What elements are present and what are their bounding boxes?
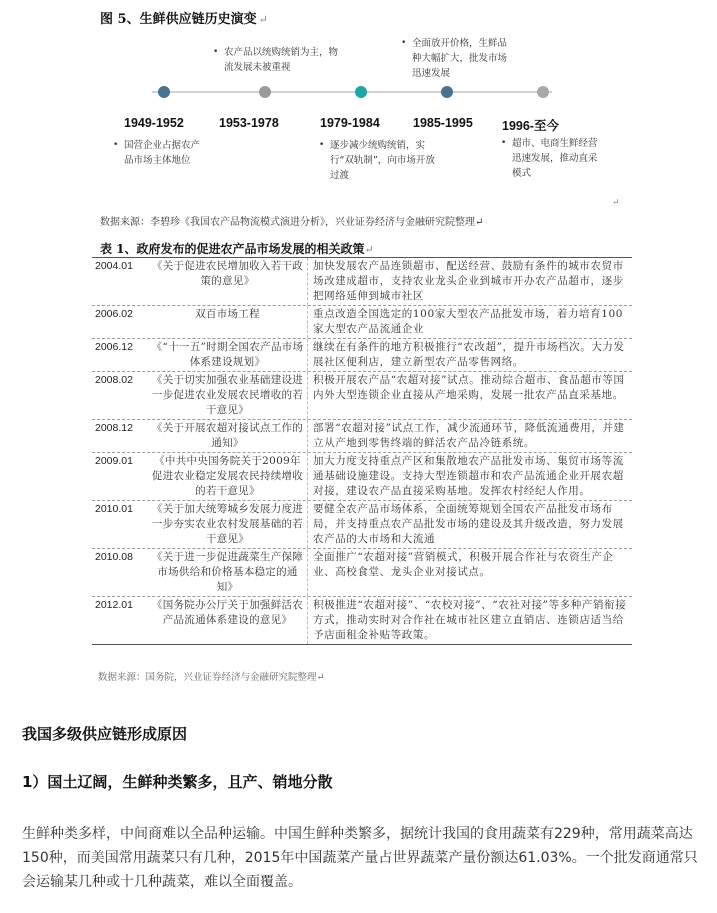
figure-title-text: 图 5、生鲜供应链历史演变: [100, 12, 257, 27]
timeline-dot-1996: [537, 86, 549, 98]
table-row: [92, 339, 632, 372]
article-paragraph: 生鲜种类多样，中间商难以全品种运输。中国生鲜种类繁多，据统计我国的食用蔬菜有229种，常用蔬菜高达150种，而美国常用蔬菜只有几种，2015年中国蔬菜产量占世界蔬菜产量份额达61.03%。一个批发商通常只会运输某几种或十几种蔬菜，难以全面覆盖。: [22, 826, 698, 890]
row-date: 2008.12: [95, 422, 133, 434]
row-policy-content: 积极推进“农超对接”、“农校对接”、“农社对接”等多种产销衔接方式，推动实时对合作社在城市社区建立直销店、连锁店适当给予店面租金补贴等政策。: [313, 599, 627, 641]
row-policy-name: 《关于加大统筹城乡发展力度进一步夯实农业农村发展基础的若干意见》: [148, 501, 308, 548]
timeline-dot-1985: [441, 86, 453, 98]
row-policy-name: 《国务院办公厅关于加强鲜活农产品流通体系建设的意见》: [148, 597, 308, 644]
row-date: 2010.08: [95, 551, 133, 563]
bullet-icon: •: [401, 38, 407, 48]
row-date: 2009.01: [95, 455, 133, 467]
timeline-dot-1979: [355, 86, 367, 98]
row-policy-content: 重点改造全国选定的100家大型农产品批发市场，着力培育100家大型农产品流通企业: [313, 308, 624, 335]
row-date: 2010.01: [95, 503, 133, 515]
year-label-1953: 1953-1978: [219, 116, 279, 130]
row-policy-name: 双百市场工程: [148, 306, 308, 338]
figure-title: [100, 8, 268, 27]
row-policy-content: 加大力度支持重点产区和集散地农产品批发市场、集贸市场等流通基础设施建设。支持大型连锁超市和农产品流通企业开展农超对接，建设农产品直接采购基地。发挥农村经纪人作用。: [313, 455, 624, 497]
row-date: 2006.02: [95, 308, 133, 320]
policy-table: [92, 257, 632, 645]
row-date: 2012.01: [95, 599, 133, 611]
table-source: 数据来源：国务院，兴业证券经济与金融研究院整理↵: [98, 672, 325, 683]
table-title: 表 1、政府发布的促进农产品市场发展的相关政策↵: [100, 242, 374, 256]
table-row: [92, 420, 632, 453]
note-1979: • 逐步减少统购统销，实行“双轨制”，向市场开放过渡: [319, 140, 435, 181]
table-row: [92, 453, 632, 501]
table-row: [92, 597, 632, 644]
table-row: [92, 306, 632, 339]
timeline-axis: [152, 91, 552, 93]
table-row: [92, 549, 632, 597]
row-policy-name: 《关于促进农民增加收入若干政策的意见》: [148, 258, 308, 305]
row-policy-name: 《关于开展农超对接试点工作的通知》: [148, 420, 308, 452]
bullet-icon: •: [319, 140, 325, 150]
table-row: [92, 501, 632, 549]
row-policy-content: 积极开展农产品“农超对接”试点。推动综合超市、食品超市等国内外大型连锁企业直接从产地采购，发展一批农产品直采基地。: [313, 374, 625, 401]
section-heading: 我国多级供应链形成原因: [22, 725, 188, 743]
row-date: 2004.01: [95, 260, 133, 272]
row-policy-name: 《“十一五”时期全国农产品市场体系建设规划》: [148, 339, 308, 371]
figure-source: 数据来源：李碧珍《我国农产品物流模式演进分析》，兴业证券经济与金融研究院整理↵: [100, 217, 484, 228]
year-label-1949: 1949-1952: [124, 116, 184, 130]
table-row: [92, 258, 632, 306]
year-label-1979: 1979-1984: [320, 116, 380, 130]
year-label-1985: 1985-1995: [413, 116, 473, 130]
subsection-heading: 1）国土辽阔，生鲜种类繁多，且产、销地分散: [22, 773, 333, 791]
bullet-icon: •: [213, 47, 219, 57]
row-policy-content: 加快发展农产品连锁超市、配送经营、鼓励有条件的城市农贸市场改建成超市，支持农业龙头企业到城市开办农产品超市，逐步把网络延伸到城市社区: [313, 260, 624, 302]
note-1953: • 农产品以统购统销为主，物流发展未被重视: [213, 47, 339, 73]
note-1996: • 超市、电商生鲜经营迅速发展，推动直采模式: [501, 138, 598, 179]
row-date: 2006.12: [95, 341, 133, 353]
row-policy-content: 继续在有条件的地方积极推行“农改超”，提升市场档次。大力发展社区便利店，建立新型农产品零售网络。: [313, 341, 625, 368]
row-policy-content: 部署“农超对接”试点工作，减少流通环节，降低流通费用，并建立从产地到零售终端的鲜活农产品冷链系统。: [313, 422, 625, 449]
timeline-dot-1949: [158, 86, 170, 98]
table-row: [92, 372, 632, 420]
timeline-dot-1953: [259, 86, 271, 98]
paragraph-mark: ↵: [258, 13, 268, 26]
row-policy-name: 《关于进一步促进蔬菜生产保障市场供给和价格基本稳定的通知》: [148, 549, 308, 596]
note-1985: • 全面放开价格，生鲜品种大幅扩大，批发市场迅速发展: [401, 38, 508, 79]
row-policy-name: 《中共中央国务院关于2009年促进农业稳定发展农民持续增收的若干意见》: [148, 453, 308, 500]
paragraph-mark: ↵: [612, 198, 620, 208]
year-label-1996: 1996-至今: [502, 119, 559, 133]
row-date: 2008.02: [95, 374, 133, 386]
row-policy-content: 全面推广“农超对接”营销模式，积极开展合作社与农资生产企业、高校食堂、龙头企业对接试点。: [313, 551, 614, 578]
row-policy-name: 《关于切实加强农业基础建设进一步促进农业发展农民增收的若干意见》: [148, 372, 308, 419]
row-policy-content: 要健全农产品市场体系，全面统筹规划全国农产品批发市场布局，并支持重点农产品批发市场的建设及其升级改造，努力发展农产品的大市场和大流通: [313, 503, 624, 545]
bullet-icon: •: [501, 138, 507, 148]
note-1949: • 国营企业占据农产品市场主体地位: [113, 140, 201, 166]
bullet-icon: •: [113, 140, 119, 150]
